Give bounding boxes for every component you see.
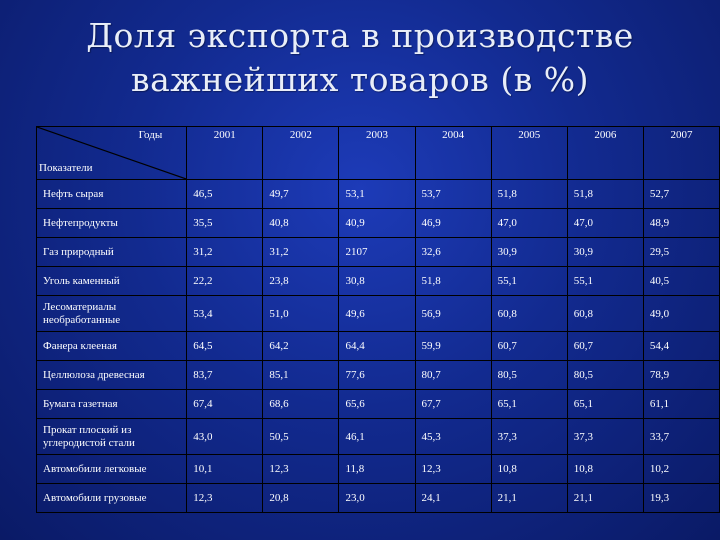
corner-label-indicators: Показатели	[39, 162, 93, 174]
indicator-name-cell: Бумага газетная	[37, 390, 187, 419]
table-row	[37, 180, 720, 209]
value-cell: 10,1	[187, 455, 263, 484]
value-cell: 31,2	[187, 238, 263, 267]
indicator-name-cell: Газ природный	[37, 238, 187, 267]
value-cell: 53,1	[339, 180, 415, 209]
header-row	[37, 127, 720, 180]
export-share-table	[36, 126, 720, 513]
value-cell: 60,8	[491, 296, 567, 332]
value-cell: 55,1	[567, 267, 643, 296]
value-cell: 46,9	[415, 209, 491, 238]
value-cell: 65,6	[339, 390, 415, 419]
value-cell: 40,9	[339, 209, 415, 238]
value-cell: 37,3	[491, 419, 567, 455]
value-cell: 45,3	[415, 419, 491, 455]
value-cell: 22,2	[187, 267, 263, 296]
value-cell: 77,6	[339, 361, 415, 390]
slide-title	[0, 14, 720, 102]
value-cell: 60,8	[567, 296, 643, 332]
value-cell: 60,7	[491, 332, 567, 361]
value-cell: 30,9	[491, 238, 567, 267]
year-header: 2007	[643, 127, 719, 180]
value-cell: 29,5	[643, 238, 719, 267]
value-cell: 10,8	[567, 455, 643, 484]
value-cell: 10,2	[643, 455, 719, 484]
table-row	[37, 238, 720, 267]
slide-title-line-2: важнейших товаров (в %)	[130, 60, 589, 99]
corner-label-years: Годы	[138, 129, 163, 141]
value-cell: 51,8	[415, 267, 491, 296]
value-cell: 12,3	[187, 484, 263, 513]
year-header: 2002	[263, 127, 339, 180]
table-row	[37, 419, 720, 455]
value-cell: 33,7	[643, 419, 719, 455]
value-cell: 49,6	[339, 296, 415, 332]
value-cell: 12,3	[415, 455, 491, 484]
value-cell: 23,0	[339, 484, 415, 513]
indicator-name-cell: Автомобили легковые	[37, 455, 187, 484]
value-cell: 85,1	[263, 361, 339, 390]
value-cell: 53,7	[415, 180, 491, 209]
year-header: 2003	[339, 127, 415, 180]
value-cell: 80,5	[491, 361, 567, 390]
indicator-name-cell: Прокат плоский из углеродистой стали	[37, 419, 187, 455]
value-cell: 53,4	[187, 296, 263, 332]
value-cell: 51,8	[567, 180, 643, 209]
value-cell: 56,9	[415, 296, 491, 332]
value-cell: 40,5	[643, 267, 719, 296]
value-cell: 46,5	[187, 180, 263, 209]
value-cell: 2107	[339, 238, 415, 267]
value-cell: 83,7	[187, 361, 263, 390]
year-header: 2005	[491, 127, 567, 180]
value-cell: 49,7	[263, 180, 339, 209]
table-row	[37, 267, 720, 296]
table-row	[37, 296, 720, 332]
value-cell: 59,9	[415, 332, 491, 361]
value-cell: 47,0	[491, 209, 567, 238]
value-cell: 21,1	[567, 484, 643, 513]
value-cell: 65,1	[567, 390, 643, 419]
value-cell: 50,5	[263, 419, 339, 455]
table-row	[37, 455, 720, 484]
value-cell: 48,9	[643, 209, 719, 238]
value-cell: 20,8	[263, 484, 339, 513]
value-cell: 64,4	[339, 332, 415, 361]
slide-title-line-1: Доля экспорта в производстве	[86, 16, 634, 55]
value-cell: 32,6	[415, 238, 491, 267]
value-cell: 54,4	[643, 332, 719, 361]
value-cell: 47,0	[567, 209, 643, 238]
value-cell: 24,1	[415, 484, 491, 513]
corner-cell	[37, 127, 187, 180]
indicator-name-cell: Нефтепродукты	[37, 209, 187, 238]
value-cell: 23,8	[263, 267, 339, 296]
value-cell: 49,0	[643, 296, 719, 332]
value-cell: 10,8	[491, 455, 567, 484]
value-cell: 68,6	[263, 390, 339, 419]
table-row	[37, 361, 720, 390]
value-cell: 43,0	[187, 419, 263, 455]
indicator-name-cell: Автомобили грузовые	[37, 484, 187, 513]
value-cell: 80,7	[415, 361, 491, 390]
table-row	[37, 484, 720, 513]
indicator-name-cell: Нефть сырая	[37, 180, 187, 209]
value-cell: 51,0	[263, 296, 339, 332]
value-cell: 67,4	[187, 390, 263, 419]
indicator-name-cell: Уголь каменный	[37, 267, 187, 296]
indicator-name-cell: Фанера клееная	[37, 332, 187, 361]
value-cell: 35,5	[187, 209, 263, 238]
value-cell: 51,8	[491, 180, 567, 209]
value-cell: 30,9	[567, 238, 643, 267]
value-cell: 61,1	[643, 390, 719, 419]
year-header: 2001	[187, 127, 263, 180]
value-cell: 12,3	[263, 455, 339, 484]
value-cell: 21,1	[491, 484, 567, 513]
table-row	[37, 209, 720, 238]
table-row	[37, 332, 720, 361]
value-cell: 64,2	[263, 332, 339, 361]
value-cell: 11,8	[339, 455, 415, 484]
indicator-name-cell: Целлюлоза древесная	[37, 361, 187, 390]
value-cell: 46,1	[339, 419, 415, 455]
value-cell: 78,9	[643, 361, 719, 390]
value-cell: 65,1	[491, 390, 567, 419]
year-header: 2006	[567, 127, 643, 180]
value-cell: 60,7	[567, 332, 643, 361]
year-header: 2004	[415, 127, 491, 180]
value-cell: 64,5	[187, 332, 263, 361]
value-cell: 37,3	[567, 419, 643, 455]
value-cell: 31,2	[263, 238, 339, 267]
table-row	[37, 390, 720, 419]
indicator-name-cell: Лесоматериалы необработанные	[37, 296, 187, 332]
value-cell: 30,8	[339, 267, 415, 296]
value-cell: 55,1	[491, 267, 567, 296]
value-cell: 80,5	[567, 361, 643, 390]
value-cell: 67,7	[415, 390, 491, 419]
value-cell: 52,7	[643, 180, 719, 209]
value-cell: 19,3	[643, 484, 719, 513]
value-cell: 40,8	[263, 209, 339, 238]
